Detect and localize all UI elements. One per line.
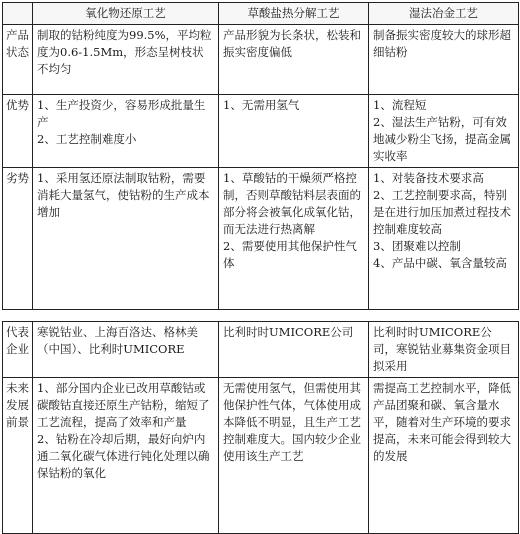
row-future-outlook [3, 378, 519, 534]
row-product-state [3, 25, 519, 95]
table-cell: 比利时时UMICORE公司，寒锐钴业募集资金项目拟采用 [369, 322, 519, 378]
table-cell: 1、采用氢还原法制取钴粉，需要消耗大量氢气，使钴粉的生产成本增加 [33, 168, 219, 310]
row-label: 未来发展前景 [3, 378, 33, 534]
header-hydrometallurgy: 湿法冶金工艺 [369, 3, 519, 25]
table-cell: 1、草酸钴的干燥须严格控制，否则草酸钴料层表面的部分将会被氧化成氧化钴，而无法进行热离解 2、需要使用其他保护性气体 [219, 168, 369, 310]
table-cell: 制备振实密度较大的球形超细钴粉 [369, 25, 519, 95]
row-label: 代表企业 [3, 322, 33, 378]
table-cell: 1、无需用氢气 [219, 95, 369, 168]
table-cell: 1、部分国内企业已改用草酸钴或碳酸钴直接还原生产钴粉，缩短了工艺流程，提高了效率和产量 2、钴粉在冷却后期，最好向炉内通二氧化碳气体进行钝化处理以确保钴粉的氧化 [33, 378, 219, 534]
row-label: 优势 [3, 95, 33, 168]
header-row [3, 3, 519, 25]
row-label: 劣势 [3, 168, 33, 310]
comparison-table-bottom [2, 321, 519, 534]
table-cell: 比利时时UMICORE公司 [219, 322, 369, 378]
row-disadvantages [3, 168, 519, 310]
row-label: 产品状态 [3, 25, 33, 95]
table-cell: 无需使用氢气，但需使用其他保护性气体，气体使用成本降低不明显，且生产工艺控制难度大。国内较少企业使用该生产工艺 [219, 378, 369, 534]
table-cell: 需提高工艺控制水平，降低产品团聚和碳、氧含量水平，随着对生产环境的要求提高，未来可能会得到较大的发展 [369, 378, 519, 534]
row-advantages [3, 95, 519, 168]
table-cell: 1、流程短 2、湿法生产钴粉，可有效地减少粉尘飞扬，提高金属实收率 [369, 95, 519, 168]
header-oxide-reduction: 氧化物还原工艺 [33, 3, 219, 25]
table-cell: 产品形貌为长条状，松装和振实密度偏低 [219, 25, 369, 95]
table-cell: 1、对装备技术要求高 2、工艺控制要求高，特别是在进行加压加煮过程技术控制难度较高 3、团聚难以控制 4、产品中碳、氧含量较高 [369, 168, 519, 310]
table-cell: 制取的钴粉纯度为99.5%，平均粒度为0.6-1.5Mm，形态呈树枝状不均匀 [33, 25, 219, 95]
row-representative-companies [3, 322, 519, 378]
table-cell: 1、生产投资少，容易形成批量生产 2、工艺控制难度小 [33, 95, 219, 168]
table-cell: 寒锐钴业、上海百洛达、格林美（中国）、比利时UMICORE [33, 322, 219, 378]
comparison-table-top [2, 2, 519, 310]
header-oxalate-decomposition: 草酸盐热分解工艺 [219, 3, 369, 25]
corner-cell [3, 3, 33, 25]
